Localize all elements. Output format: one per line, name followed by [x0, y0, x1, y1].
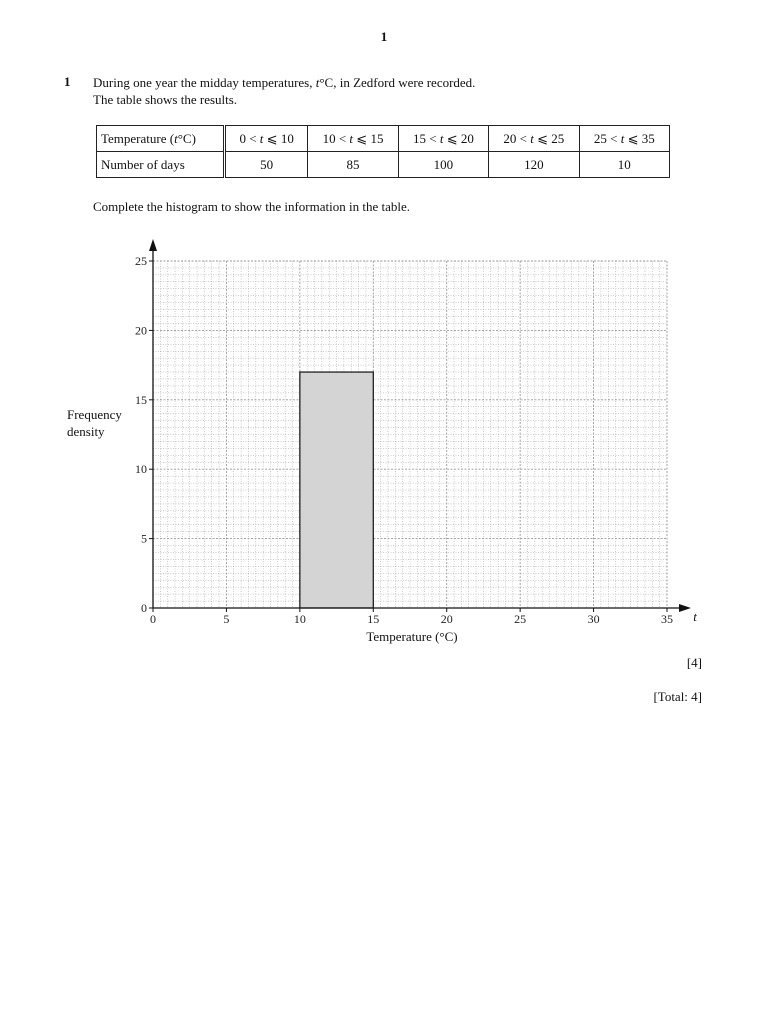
- interval-high: 20: [460, 130, 474, 146]
- interval-low: 20: [503, 130, 517, 146]
- question-intro-line2: The table shows the results.: [93, 92, 238, 107]
- temperature-header-cell: [97, 126, 225, 152]
- y-axis-arrow-icon: [149, 239, 157, 251]
- le-sign: ⩽: [627, 130, 639, 146]
- x-tick-label: 0: [150, 612, 156, 626]
- header-label-before: Temperature (: [101, 130, 175, 146]
- y-axis-title-line1: Frequency: [67, 406, 122, 422]
- interval-low: 15: [412, 130, 426, 146]
- x-tick-label: 30: [587, 612, 600, 626]
- days-cell: 100: [398, 152, 488, 178]
- interval-high: 35: [641, 130, 655, 146]
- temperature-variable: t: [315, 75, 320, 90]
- question-number: 1: [64, 74, 71, 89]
- lt-sign: <: [429, 130, 437, 146]
- interval-low: 25: [593, 130, 607, 146]
- interval-var: t: [620, 130, 625, 146]
- question-intro-line1: [93, 74, 475, 91]
- x-axis-title: Temperature (°C): [366, 629, 458, 644]
- x-tick-label: 25: [514, 612, 527, 626]
- x-tick-label: 15: [367, 612, 380, 626]
- days-header-cell: Number of days: [97, 152, 225, 178]
- interval-high: 15: [370, 130, 384, 146]
- days-cell: 10: [579, 152, 669, 178]
- table-row-days: [97, 152, 670, 178]
- interval-var: t: [349, 130, 354, 146]
- question-text: [93, 74, 475, 108]
- y-tick-label: 10: [135, 462, 147, 477]
- results-table: [96, 125, 670, 178]
- header-label-var: t: [174, 130, 178, 146]
- interval-cell: [579, 126, 669, 152]
- marks-label: [4]: [686, 655, 702, 670]
- y-tick-label: 25: [135, 254, 147, 268]
- le-sign: ⩽: [446, 130, 458, 146]
- interval-cell: [489, 126, 579, 152]
- page-number: 1: [380, 29, 388, 44]
- interval-cell: [308, 126, 398, 152]
- lt-sign: <: [610, 130, 618, 146]
- lt-sign: <: [249, 130, 257, 146]
- header-label-after: °C): [177, 130, 196, 146]
- table-row-temperature: [97, 126, 670, 152]
- histogram-chart: [60, 232, 710, 652]
- interval-high: 25: [551, 130, 565, 146]
- x-axis-arrow-icon: [679, 604, 691, 612]
- histogram-bar: [300, 372, 373, 608]
- y-tick-label: 5: [141, 531, 147, 546]
- y-tick-label: 15: [135, 392, 147, 407]
- le-sign: ⩽: [537, 130, 549, 146]
- x-tick-label: 35: [661, 612, 673, 626]
- y-tick-label: 0: [141, 601, 147, 615]
- lt-sign: <: [338, 130, 347, 146]
- interval-var: t: [439, 130, 444, 146]
- intro-text-after: °C, in Zedford were recorded.: [319, 75, 476, 90]
- interval-var: t: [530, 130, 534, 146]
- interval-high: 10: [280, 130, 294, 146]
- question-instruction: Complete the histogram to show the information in the table.: [93, 199, 410, 214]
- interval-low: 0: [239, 130, 246, 146]
- interval-cell: [225, 126, 308, 152]
- lt-sign: <: [519, 130, 527, 146]
- x-tick-label: 20: [440, 612, 453, 626]
- y-axis-title-line2: density: [67, 423, 105, 439]
- intro-text-before: During one year the midday temperatures,: [93, 75, 316, 90]
- interval-low: 10: [322, 130, 336, 146]
- total-marks-label: [Total: 4]: [653, 689, 702, 704]
- interval-cell: [398, 126, 488, 152]
- x-tick-label: 10: [293, 612, 306, 626]
- interval-var: t: [259, 130, 264, 146]
- y-tick-label: 20: [135, 323, 147, 338]
- days-cell: 50: [225, 152, 308, 178]
- x-axis-variable: t: [693, 609, 697, 624]
- le-sign: ⩽: [356, 130, 368, 146]
- le-sign: ⩽: [266, 130, 278, 146]
- days-cell: 120: [489, 152, 579, 178]
- x-tick-label: 5: [223, 612, 230, 626]
- days-cell: 85: [308, 152, 398, 178]
